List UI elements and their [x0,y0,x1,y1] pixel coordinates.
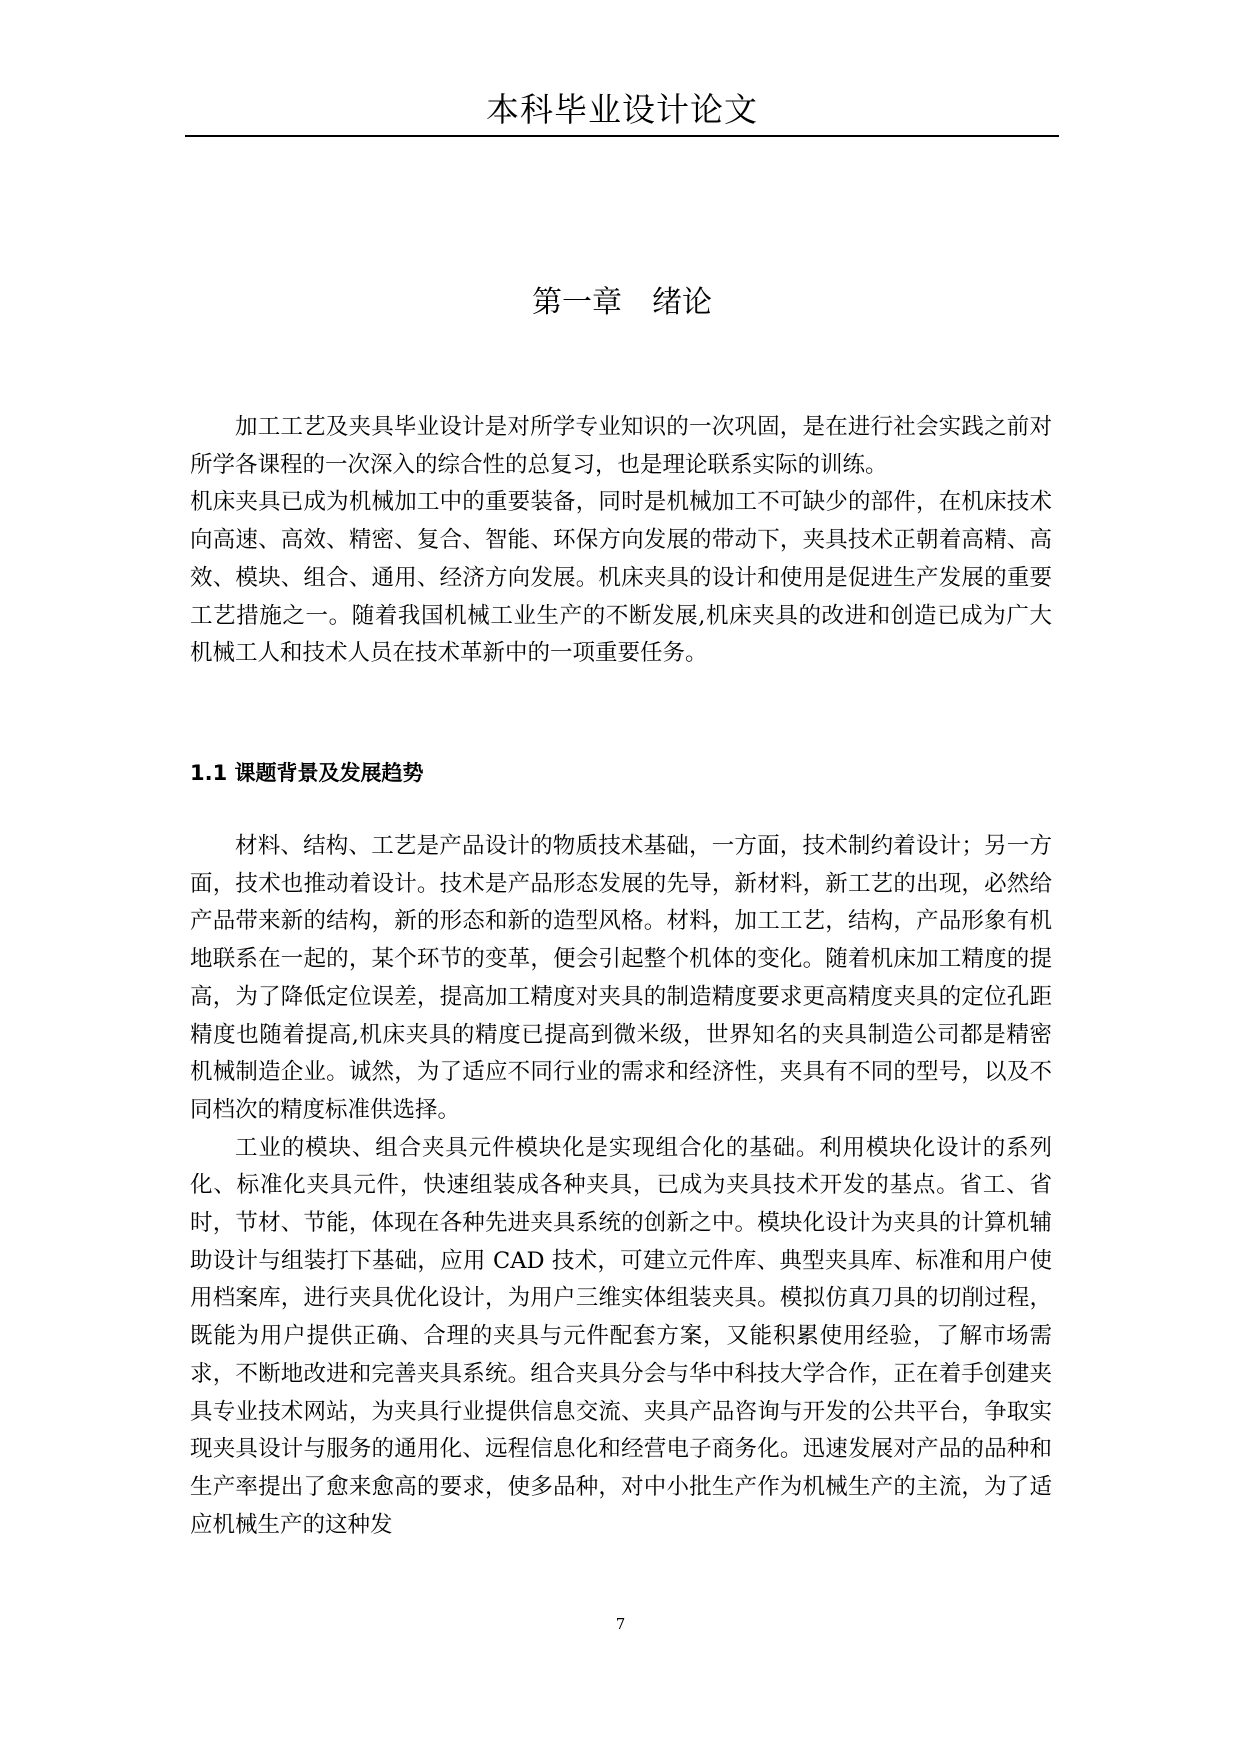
section-text-block [190,828,1052,1544]
section-heading: 1.1 课题背景及发展趋势 [190,761,424,785]
intro-paragraph-1: 加工工艺及夹具毕业设计是对所学专业知识的一次巩固，是在进行社会实践之前对所学各课程的一次深入的综合性的总复习，也是理论联系实际的训练。 [190,414,1052,478]
chapter-title: 第一章 绪论 [532,285,712,320]
header-divider [185,135,1059,137]
section-paragraph-2: 工业的模块、组合夹具元件模块化是实现组合化的基础。利用模块化设计的系列化、标准化夹具元件，快速组装成各种夹具，已成为夹具技术开发的基点。省工、省时，节材、节能，体现在各种先进夹具系统的创新之中。模块化设计为夹具的计算机辅助设计与组装打下基础，应用 CAD 技术，可建立元件库、典型夹具库、标准和用户使用档案库，进行夹具优化设计，为用户三维实体组装夹具。模拟仿真刀具的切削过程，既能为用户提供正确、合理的夹具与元件配套方案，又能积累使用经验，了解市场需求，不断地改进和完善夹具系统。组合夹具分会与华中科技大学合作，正在着手创建夹具专业技术网站，为夹具行业提供信息交流、夹具产品咨询与开发的公共平台，争取实现夹具设计与服务的通用化、远程信息化和经营电子商务化。迅速发展对产品的品种和生产率提出了愈来愈高的要求，使多品种，对中小批生产作为机械生产的主流，为了适应机械生产的这种发 [190,1134,1052,1538]
intro-paragraph-2: 机床夹具已成为机械加工中的重要装备，同时是机械加工不可缺少的部件，在机床技术向高速、高效、精密、复合、智能、环保方向发展的带动下，夹具技术正朝着高精、高效、模块、组合、通用、经济方向发展。机床夹具的设计和使用是促进生产发展的重要工艺措施之一。随着我国机械工业生产的不断发展,机床夹具的改进和创造已成为广大机械工人和技术人员在技术革新中的一项重要任务。 [190,489,1052,667]
intro-text-block [190,409,1052,673]
section-paragraph-1: 材料、结构、工艺是产品设计的物质技术基础，一方面，技术制约着设计；另一方面，技术也推动着设计。技术是产品形态发展的先导，新材料，新工艺的出现，必然给产品带来新的结构，新的形态和新的造型风格。材料，加工工艺，结构，产品形象有机地联系在一起的，某个环节的变革，便会引起整个机体的变化。随着机床加工精度的提高，为了降低定位误差，提高加工精度对夹具的制造精度要求更高精度夹具的定位孔距精度也随着提高,机床夹具的精度已提高到微米级，世界知名的夹具制造公司都是精密机械制造企业。诚然，为了适应不同行业的需求和经济性，夹具有不同的型号，以及不同档次的精度标准供选择。 [190,833,1052,1123]
page-header-title: 本科毕业设计论文 [486,90,758,129]
page-number: 7 [615,1615,626,1633]
